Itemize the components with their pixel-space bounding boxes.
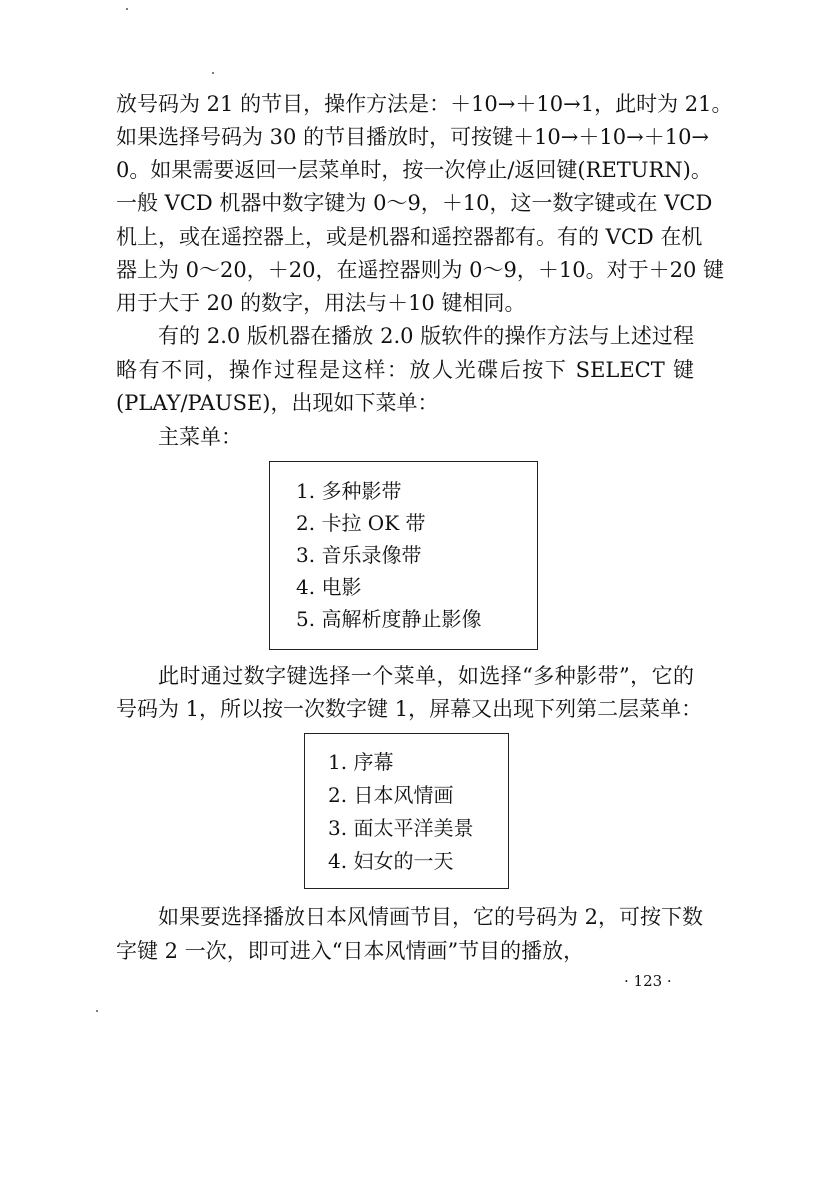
main-menu-item: 1. 多种影带 xyxy=(296,479,402,503)
main-menu-item: 2. 卡拉 OK 带 xyxy=(296,511,426,535)
text-line: 器上为 0～20，＋20，在遥控器则为 0～9，＋10。对于＋20 键 xyxy=(116,258,724,282)
text-line: 号码为 1，所以按一次数字键 1，屏幕又出现下列第二层菜单： xyxy=(116,697,703,721)
text-line: 略有不同，操作过程是这样：放人光碟后按下 SELECT 键 xyxy=(116,358,694,382)
text-line: 此时通过数字键选择一个菜单，如选择“多种影带”，它的 xyxy=(158,664,694,688)
text-line: 字键 2 一次，即可进入“日本风情画”节目的播放， xyxy=(116,939,585,963)
text-line: 有的 2.0 版机器在播放 2.0 版软件的操作方法与上述过程 xyxy=(158,324,694,348)
sub-menu-item: 3. 面太平洋美景 xyxy=(328,816,474,840)
sub-menu-item: 1. 序幕 xyxy=(328,750,394,774)
text-line: 0。如果需要返回一层菜单时，按一次停止/返回键(RETURN)。 xyxy=(116,158,712,182)
scan-speck xyxy=(212,72,214,74)
scan-speck xyxy=(96,1010,98,1012)
scan-speck xyxy=(126,8,128,10)
main-menu-item: 3. 音乐录像带 xyxy=(296,543,422,567)
text-line: 用于大于 20 的数字，用法与＋10 键相同。 xyxy=(116,291,526,315)
text-line: 一般 VCD 机器中数字键为 0～9，＋10，这一数字键或在 VCD xyxy=(116,191,713,215)
text-line: (PLAY/PAUSE)，出现如下菜单： xyxy=(116,391,439,415)
text-line: 如果选择号码为 30 的节目播放时，可按键＋10→＋10→＋10→ xyxy=(116,125,710,149)
main-menu-item: 5. 高解析度静止影像 xyxy=(296,607,482,631)
main-menu-item: 4. 电影 xyxy=(296,575,362,599)
main-menu-label: 主菜单： xyxy=(158,425,242,449)
text-line: 机上，或在遥控器上，或是机器和遥控器都有。有的 VCD 在机 xyxy=(116,225,703,249)
text-line: 放号码为 21 的节目，操作方法是：＋10→＋10→1，此时为 21。 xyxy=(116,92,733,116)
sub-menu-item: 2. 日本风情画 xyxy=(328,783,454,807)
sub-menu-item: 4. 妇女的一天 xyxy=(328,849,454,873)
page-number: · 123 · xyxy=(624,972,672,990)
text-line: 如果要选择播放日本风情画节目，它的号码为 2，可按下数 xyxy=(158,905,704,929)
